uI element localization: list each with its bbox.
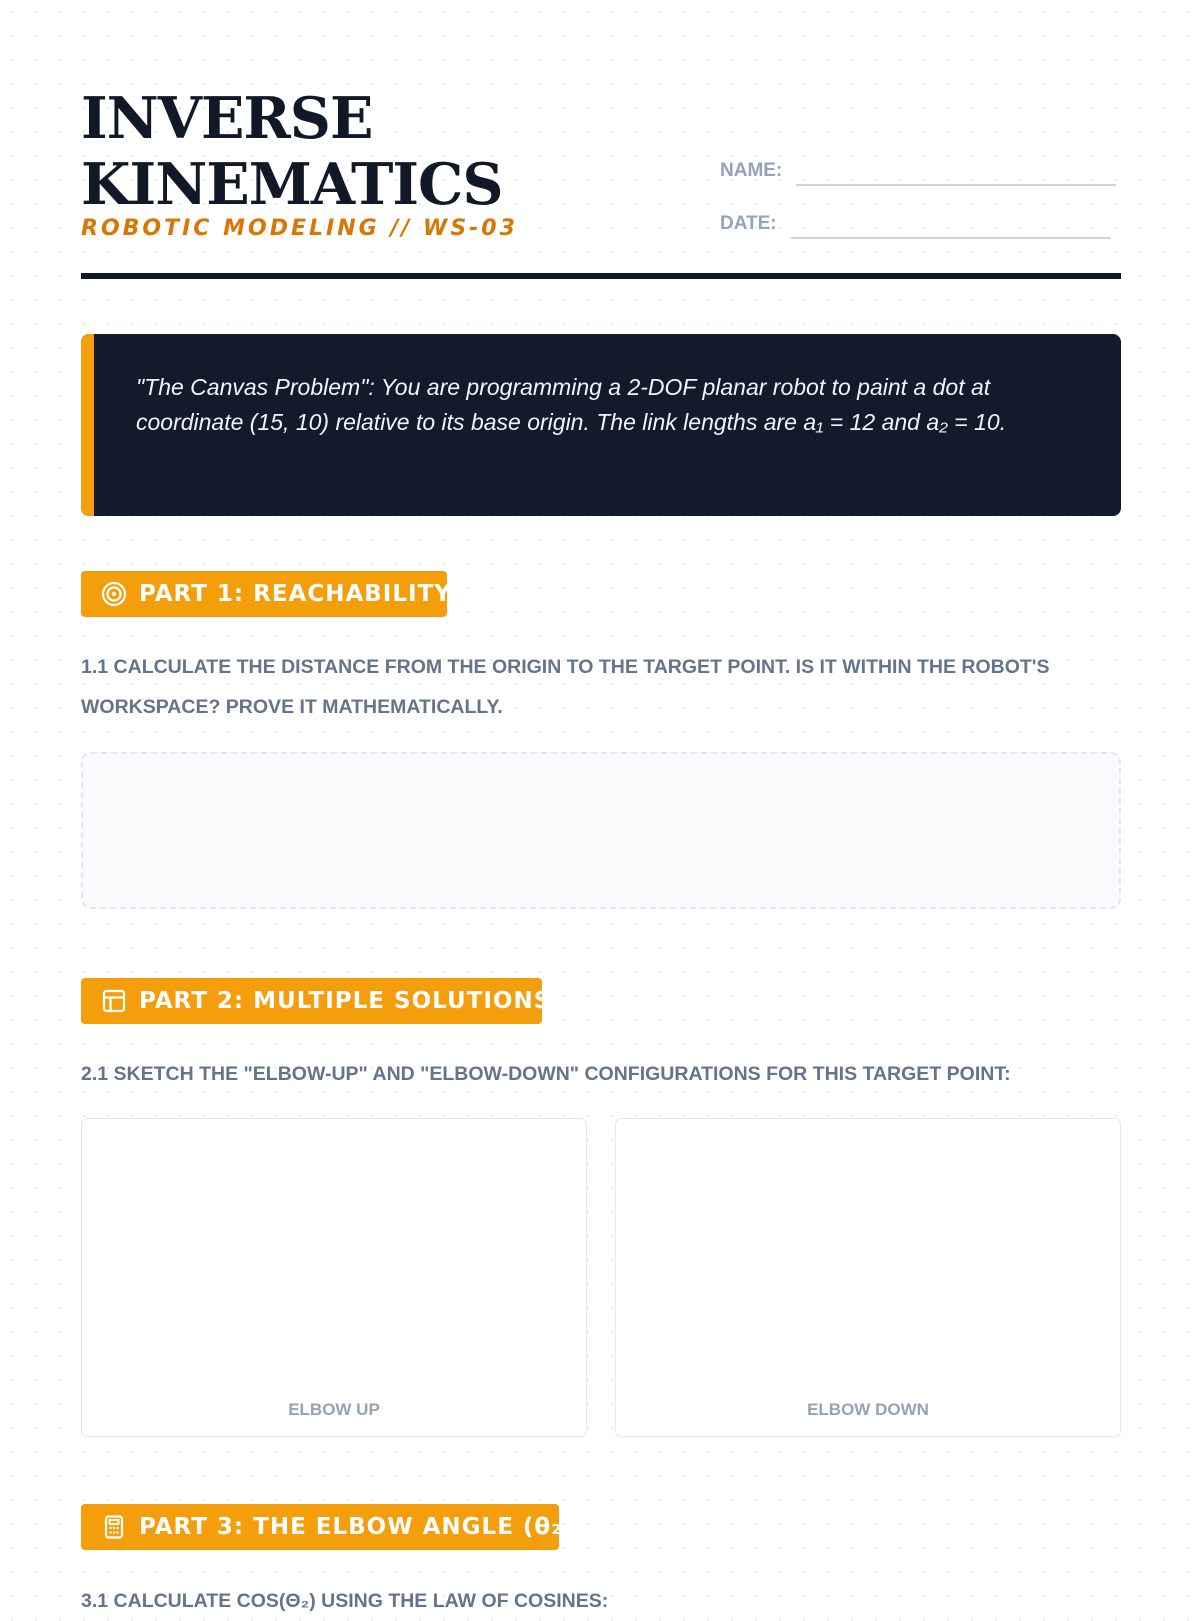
part-1-label: PART 1: REACHABILITY <box>139 581 452 607</box>
worksheet-page <box>81 0 1121 1612</box>
name-field <box>720 156 1116 186</box>
date-label: DATE: <box>720 213 777 234</box>
target-icon <box>101 580 127 608</box>
part-1-banner <box>81 571 452 617</box>
sketch-caption-elbow-down: ELBOW DOWN <box>807 1400 929 1419</box>
part-2-label: PART 2: MULTIPLE SOLUTIONS <box>139 988 552 1014</box>
problem-statement-text: "The Canvas Problem": You are programming a 2-DOF planar robot to paint a dot at coordinate (15, 10) relative to its base origin. The link lengths are a₁ = 12 and a₂ = 10. <box>136 374 1007 435</box>
page-title <box>81 86 503 218</box>
part-2-banner <box>81 978 552 1024</box>
part-3-banner <box>81 1504 574 1550</box>
question-3-1: 3.1 CALCULATE COS(Θ₂) USING THE LAW OF COSINES: <box>81 1590 609 1612</box>
layout-icon <box>101 987 127 1015</box>
calculator-icon <box>101 1513 127 1541</box>
name-input-line[interactable] <box>796 156 1116 186</box>
part-3-label: PART 3: THE ELBOW ANGLE (θ₂) <box>139 1514 574 1540</box>
title-line-1: INVERSE <box>81 85 373 152</box>
page-subtitle: ROBOTIC MODELING // WS-03 <box>81 216 518 241</box>
date-input-line[interactable] <box>791 209 1111 239</box>
sketch-box-elbow-up[interactable] <box>81 1118 587 1437</box>
date-field <box>720 209 1111 239</box>
worksheet-header <box>81 86 1121 282</box>
question-2-1: 2.1 SKETCH THE "ELBOW-UP" AND "ELBOW-DOWN" CONFIGURATIONS FOR THIS TARGET POINT: <box>81 1063 1011 1085</box>
answer-box-1-1[interactable] <box>81 752 1121 909</box>
title-line-2: KINEMATICS <box>81 151 503 218</box>
name-label: NAME: <box>720 160 783 181</box>
problem-statement-box <box>81 334 1121 516</box>
sketch-box-elbow-down[interactable] <box>615 1118 1121 1437</box>
sketch-caption-elbow-up: ELBOW UP <box>288 1400 380 1419</box>
problem-accent-bar <box>81 334 94 516</box>
question-1-1: 1.1 CALCULATE THE DISTANCE FROM THE ORIGIN TO THE TARGET POINT. IS IT WITHIN THE ROBOT'S WORKSPACE? PROVE IT MATHEMATICALLY. <box>81 656 1050 718</box>
header-divider <box>81 273 1121 279</box>
